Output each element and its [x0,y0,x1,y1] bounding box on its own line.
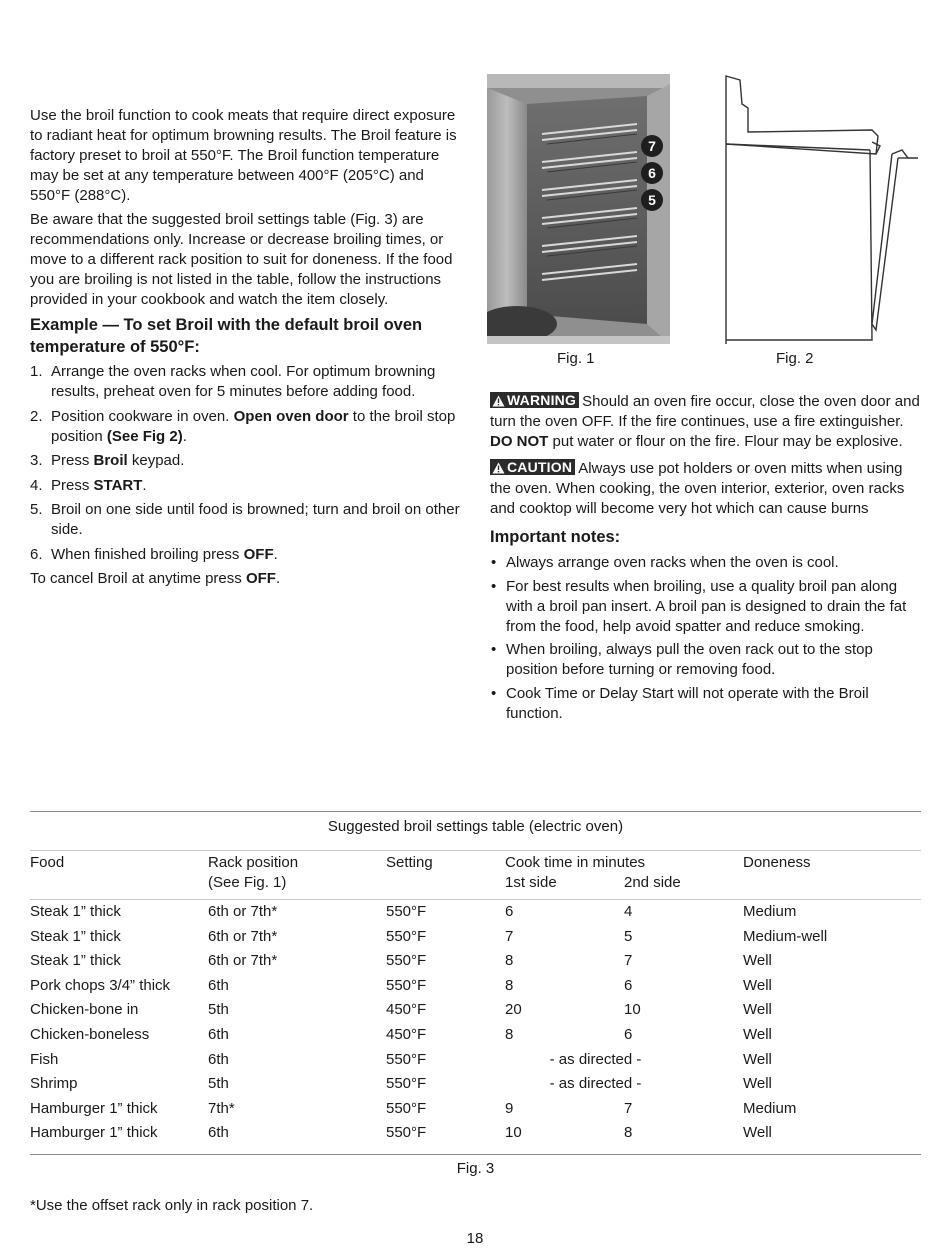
caution-badge-label: CAUTION [507,459,573,475]
note-text: Always arrange oven racks when the oven is cool. [506,554,839,571]
step-number: 5. [30,501,43,518]
step-number: 4. [30,476,43,494]
cell-setting: 550°F [386,927,427,945]
cancel-instruction [30,569,462,589]
warning-text-end: put water or flour on the fire. Flour may be explosive. [548,433,903,450]
cell-cook-time-merged: - as directed - [549,1050,642,1068]
rack-position-6: 6 [641,162,663,184]
cell-doneness: Well [743,1050,772,1068]
warning-badge [490,392,579,408]
table-row [30,1000,921,1025]
cell-setting: 550°F [386,976,427,994]
cell-doneness: Well [743,1025,772,1043]
cell-side2: 7 [624,1099,633,1117]
cell-doneness: Well [743,1001,772,1019]
table-header [30,850,921,900]
note-text: Cook Time or Delay Start will not operate with the Broil function. [506,684,869,722]
step-text: to the broil stop position [51,407,456,445]
step-number: 3. [30,452,43,469]
cell-rack: 6th [208,976,229,994]
warning-bold: DO NOT [490,433,549,450]
bullet: • [491,554,497,571]
cell-side2: 4 [624,903,633,920]
fig1-label: Fig. 1 [557,350,595,367]
cell-food: Hamburger 1” thick [30,1099,158,1117]
cell-setting: 550°F [386,1075,427,1093]
cell-rack: 6th [208,1050,229,1068]
cell-doneness: Medium-well [743,927,828,945]
fig3-label: Fig. 3 [456,1159,495,1177]
cell-setting: 550°F [386,952,427,970]
table-caption: Suggested broil settings table (electric oven) [327,818,624,835]
bullet: • [491,577,497,595]
step-text: . [142,476,147,494]
step-text: Position cookware in oven. [51,407,234,425]
cell-side1: 8 [505,952,514,970]
header-rack: Rack position [208,854,299,871]
table-row [30,1123,921,1148]
oven-door-diagram [722,74,922,346]
cell-rack: 7th* [208,1099,235,1117]
header-rack-sub: (See Fig. 1) [208,874,287,891]
caution-badge [490,459,575,475]
cell-side1: 10 [505,1124,522,1142]
table-body [30,900,921,1154]
cell-doneness: Well [743,1075,772,1093]
table-row [30,1074,921,1099]
cell-doneness: Well [743,976,772,994]
cell-rack: 6th or 7th* [208,952,278,970]
step-number: 1. [30,363,43,380]
right-column [490,392,922,727]
cell-food: Steak 1” thick [30,952,121,970]
cell-side2: 6 [624,1025,633,1043]
cell-side1: 6 [505,903,514,920]
header-food: Food [30,854,65,871]
step-item [30,476,462,496]
warning-triangle-icon [492,395,505,407]
table-row [30,902,921,927]
warning-text: Should an oven fire occur, close the oven door and turn the oven OFF. If the fire continues, use a fire extinguisher. [490,393,920,430]
step-text: Press [51,452,94,469]
caution-paragraph [490,459,922,519]
left-column [30,106,462,593]
cell-setting: 550°F [386,1050,427,1068]
notes-list [490,553,922,724]
cell-doneness: Medium [743,1099,797,1117]
cell-doneness: Well [743,952,772,970]
cell-food: Steak 1” thick [30,927,121,945]
cell-side1: 7 [505,927,514,945]
cancel-text-end: . [275,570,281,587]
cell-rack: 6th or 7th* [208,927,278,945]
cell-setting: 550°F [386,1124,427,1142]
cell-rack: 6th [208,1025,229,1043]
table-row [30,976,921,1001]
table-row [30,927,921,952]
cell-setting: 450°F [386,1025,427,1043]
cell-side1: 9 [505,1099,514,1117]
oven-rack-photo [487,74,670,344]
note-item [490,553,922,573]
cell-rack: 6th [208,1124,229,1142]
intro-paragraph-1: Use the broil function to cook meats that require direct exposure to radiant heat for optimum browning results. The Broil feature is factory preset to broil at 550°F. The Broil function temperature may be set at any temperature between 400°F (205°C) and 550°F (288°C). [30,107,457,204]
step-text: Press [51,476,94,494]
cell-rack: 6th or 7th* [208,903,278,920]
note-text: When broiling, always pull the oven rack out to the stop position before turning or removing food. [506,641,873,678]
step-item [30,362,462,402]
note-item [490,577,922,637]
footnote: *Use the offset rack only in rack position 7. [30,1197,314,1214]
bullet: • [491,684,497,702]
cancel-bold: OFF [245,570,276,587]
header-cook-time: Cook time in minutes [505,854,646,871]
cell-side1: 8 [505,976,514,994]
step-text: When finished broiling press [51,545,244,563]
step-item [30,451,462,471]
note-item [490,640,922,680]
step-bold: (See Fig 2) [106,427,183,445]
warning-triangle-icon [492,462,505,474]
cell-setting: 550°F [386,1099,427,1117]
cell-side2: 6 [624,976,633,994]
cell-food: Chicken-bone in [30,1001,139,1019]
table-row [30,1099,921,1124]
notes-heading: Important notes: [490,528,621,546]
rack-position-5: 5 [641,189,663,211]
header-setting: Setting [386,854,433,871]
step-bold: START [93,476,143,494]
cell-food: Steak 1” thick [30,903,121,920]
cell-rack: 5th [208,1075,229,1093]
rack-position-7: 7 [641,135,663,157]
cell-doneness: Well [743,1124,772,1142]
cell-food: Hamburger 1” thick [30,1124,158,1142]
cell-side1: 8 [505,1025,514,1043]
cell-rack: 5th [208,1001,229,1019]
step-item [30,545,462,565]
cell-food: Shrimp [30,1075,78,1093]
caution-text: Always use pot holders or oven mitts when using the oven. When cooking, the oven interior, exterior, oven racks and cooktop will become very hot which can cause burns [490,460,905,517]
note-item [490,684,922,724]
cell-side1: 20 [505,1001,522,1019]
step-item [30,407,462,447]
header-side2: 2nd side [624,874,681,891]
warning-paragraph [490,392,922,452]
broil-settings-table [30,811,921,1185]
cell-food: Fish [30,1050,59,1068]
cell-side2: 8 [624,1124,633,1142]
header-doneness: Doneness [743,854,811,871]
warning-badge-label: WARNING [507,392,577,408]
cell-food: Chicken-boneless [30,1025,150,1043]
step-number: 6. [30,545,43,563]
cell-cook-time-merged: - as directed - [549,1075,642,1093]
table-bottom-rule [30,1154,921,1155]
step-text: . [182,427,187,445]
steps-list [30,362,462,565]
cell-doneness: Medium [743,903,797,920]
example-heading: Example — To set Broil with the default broil oven temperature of 550°F: [30,316,423,356]
cell-setting: 450°F [386,1001,427,1019]
cell-side2: 5 [624,927,633,945]
fig2-label: Fig. 2 [776,350,814,367]
step-text: Broil on one side until food is browned; turn and broil on other side. [51,501,460,538]
step-item [30,500,462,540]
header-side1: 1st side [505,874,557,891]
cell-setting: 550°F [386,903,427,920]
cell-food: Pork chops 3/4” thick [30,976,171,994]
table-row [30,1050,921,1075]
table-row [30,951,921,976]
note-text: For best results when broiling, use a quality broil pan along with a broil pan insert. A broil pan is designed to drain the fat from the food, help avoid spatter and reduce smoking. [506,577,907,635]
step-bold: Open oven door [233,407,349,425]
table-row [30,1025,921,1050]
intro-paragraph-2: Be aware that the suggested broil settings table (Fig. 3) are recommendations only. Increase or decrease broiling times, or move to a different rack position to suit for doneness. If the food you are broiling is not listed in the table, follow the instructions provided in your cookbook and watch the item closely. [30,211,453,308]
cell-side2: 7 [624,952,633,970]
bullet: • [491,641,497,658]
step-bold: OFF [243,545,274,563]
step-text: Arrange the oven racks when cool. For optimum browning results, preheat oven for 5 minutes before adding food. [51,363,436,400]
cell-side2: 10 [624,1001,641,1019]
step-number: 2. [30,407,43,425]
step-text: keypad. [127,452,185,469]
cancel-text: To cancel Broil at anytime press [30,570,246,587]
page-number: 18 [466,1230,484,1247]
step-text: . [273,545,278,563]
step-bold: Broil [93,452,128,469]
